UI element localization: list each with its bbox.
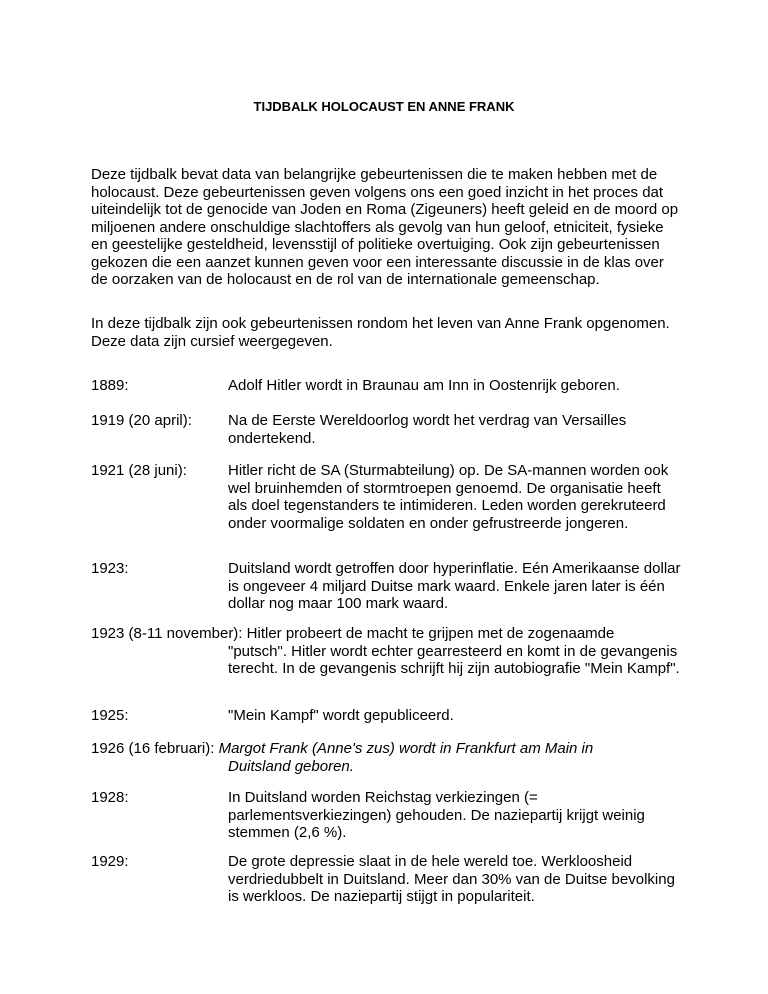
timeline-text-first-line: Hitler probeert de macht te grijpen met de zogenaamde [246,625,615,642]
timeline-text: In Duitsland worden Reichstag verkiezingen (= parlementsverkiezingen) gehouden. De naziepartij krijgt weinig stemmen (2,6 %). [228,789,645,841]
timeline-date: 1928: [91,789,129,806]
timeline-date: 1925: [91,707,129,724]
timeline-entry [91,707,691,725]
timeline-text-continuation: "putsch". Hitler wordt echter gearresteerd en komt in de gevangenis terecht. In de gevangenis schrijft hij zijn autobiografie "Mein Kampf". [228,642,680,677]
timeline-entry [91,853,691,906]
timeline-entry [91,377,691,395]
timeline-text [91,740,683,775]
document-title: TIJDBALK HOLOCAUST EN ANNE FRANK [253,99,515,114]
timeline-entry [91,740,691,775]
timeline-date: 1923: [91,560,129,577]
timeline-text-continuation: Duitsland geboren. [228,757,354,775]
timeline-date: 1919 (20 april): [91,412,192,429]
timeline-text: De grote depressie slaat in de hele wereld toe. Werkloosheid verdriedubbelt in Duitsland. Meer dan 30% van de Duitse bevolking is werkloos. De naziepartij stijgt in populariteit. [228,853,675,905]
timeline-entry [91,625,691,678]
timeline-date: 1929: [91,853,129,870]
timeline-entry [91,560,691,613]
timeline-text: Duitsland wordt getroffen door hyperinflatie. Eén Amerikaanse dollar is ongeveer 4 miljard Duitse mark waard. Enkele jaren later is één dollar nog maar 100 mark waard. [228,560,681,612]
timeline-date: 1926 (16 februari): [91,740,215,757]
timeline-entry [91,412,691,447]
timeline-text: "Mein Kampf" wordt gepubliceerd. [228,707,454,724]
timeline-entry [91,462,691,532]
timeline-text: Hitler richt de SA (Sturmabteilung) op. De SA-mannen worden ook wel bruinhemden of stormtroepen genoemd. De organisatie heeft als doel tegenstanders te intimideren. Leden worden gerekruteerd onder voormalige soldaten en onder gefrustreerde jongeren. [228,462,669,532]
timeline-date: 1889: [91,377,129,394]
timeline-text: Na de Eerste Wereldoorlog wordt het verdrag van Versailles ondertekend. [228,412,627,447]
timeline-text: Adolf Hitler wordt in Braunau am Inn in Oostenrijk geboren. [228,377,620,394]
timeline-text [91,625,683,678]
intro-paragraph: Deze tijdbalk bevat data van belangrijke gebeurtenissen die te maken hebben met de holocaust. Deze gebeurtenissen geven volgens ons een goed inzicht in het proces dat uiteindelijk tot de genocide van Joden en Roma (Zigeuners) heeft geleid en de moord op miljoenen andere onschuldige slachtoffers als gevolg van hun geloof, etniciteit, fysieke en geestelijke gesteldheid, levensstijl of politieke overtuiging. Ook zijn gebeurtenissen gekozen die een aanzet kunnen geven voor een interessante discussie in de klas over de oorzaken van de holocaust en de rol van de internationale gemeenschap. [91,166,679,288]
timeline-text-first-line: Margot Frank (Anne's zus) wordt in Frankfurt am Main in [218,740,594,757]
intro-paragraph: In deze tijdbalk zijn ook gebeurtenissen rondom het leven van Anne Frank opgenomen. Deze data zijn cursief weergegeven. [91,315,670,350]
timeline-date: 1921 (28 juni): [91,462,187,479]
timeline-entry [91,789,691,842]
timeline-date: 1923 (8-11 november): [91,625,243,642]
